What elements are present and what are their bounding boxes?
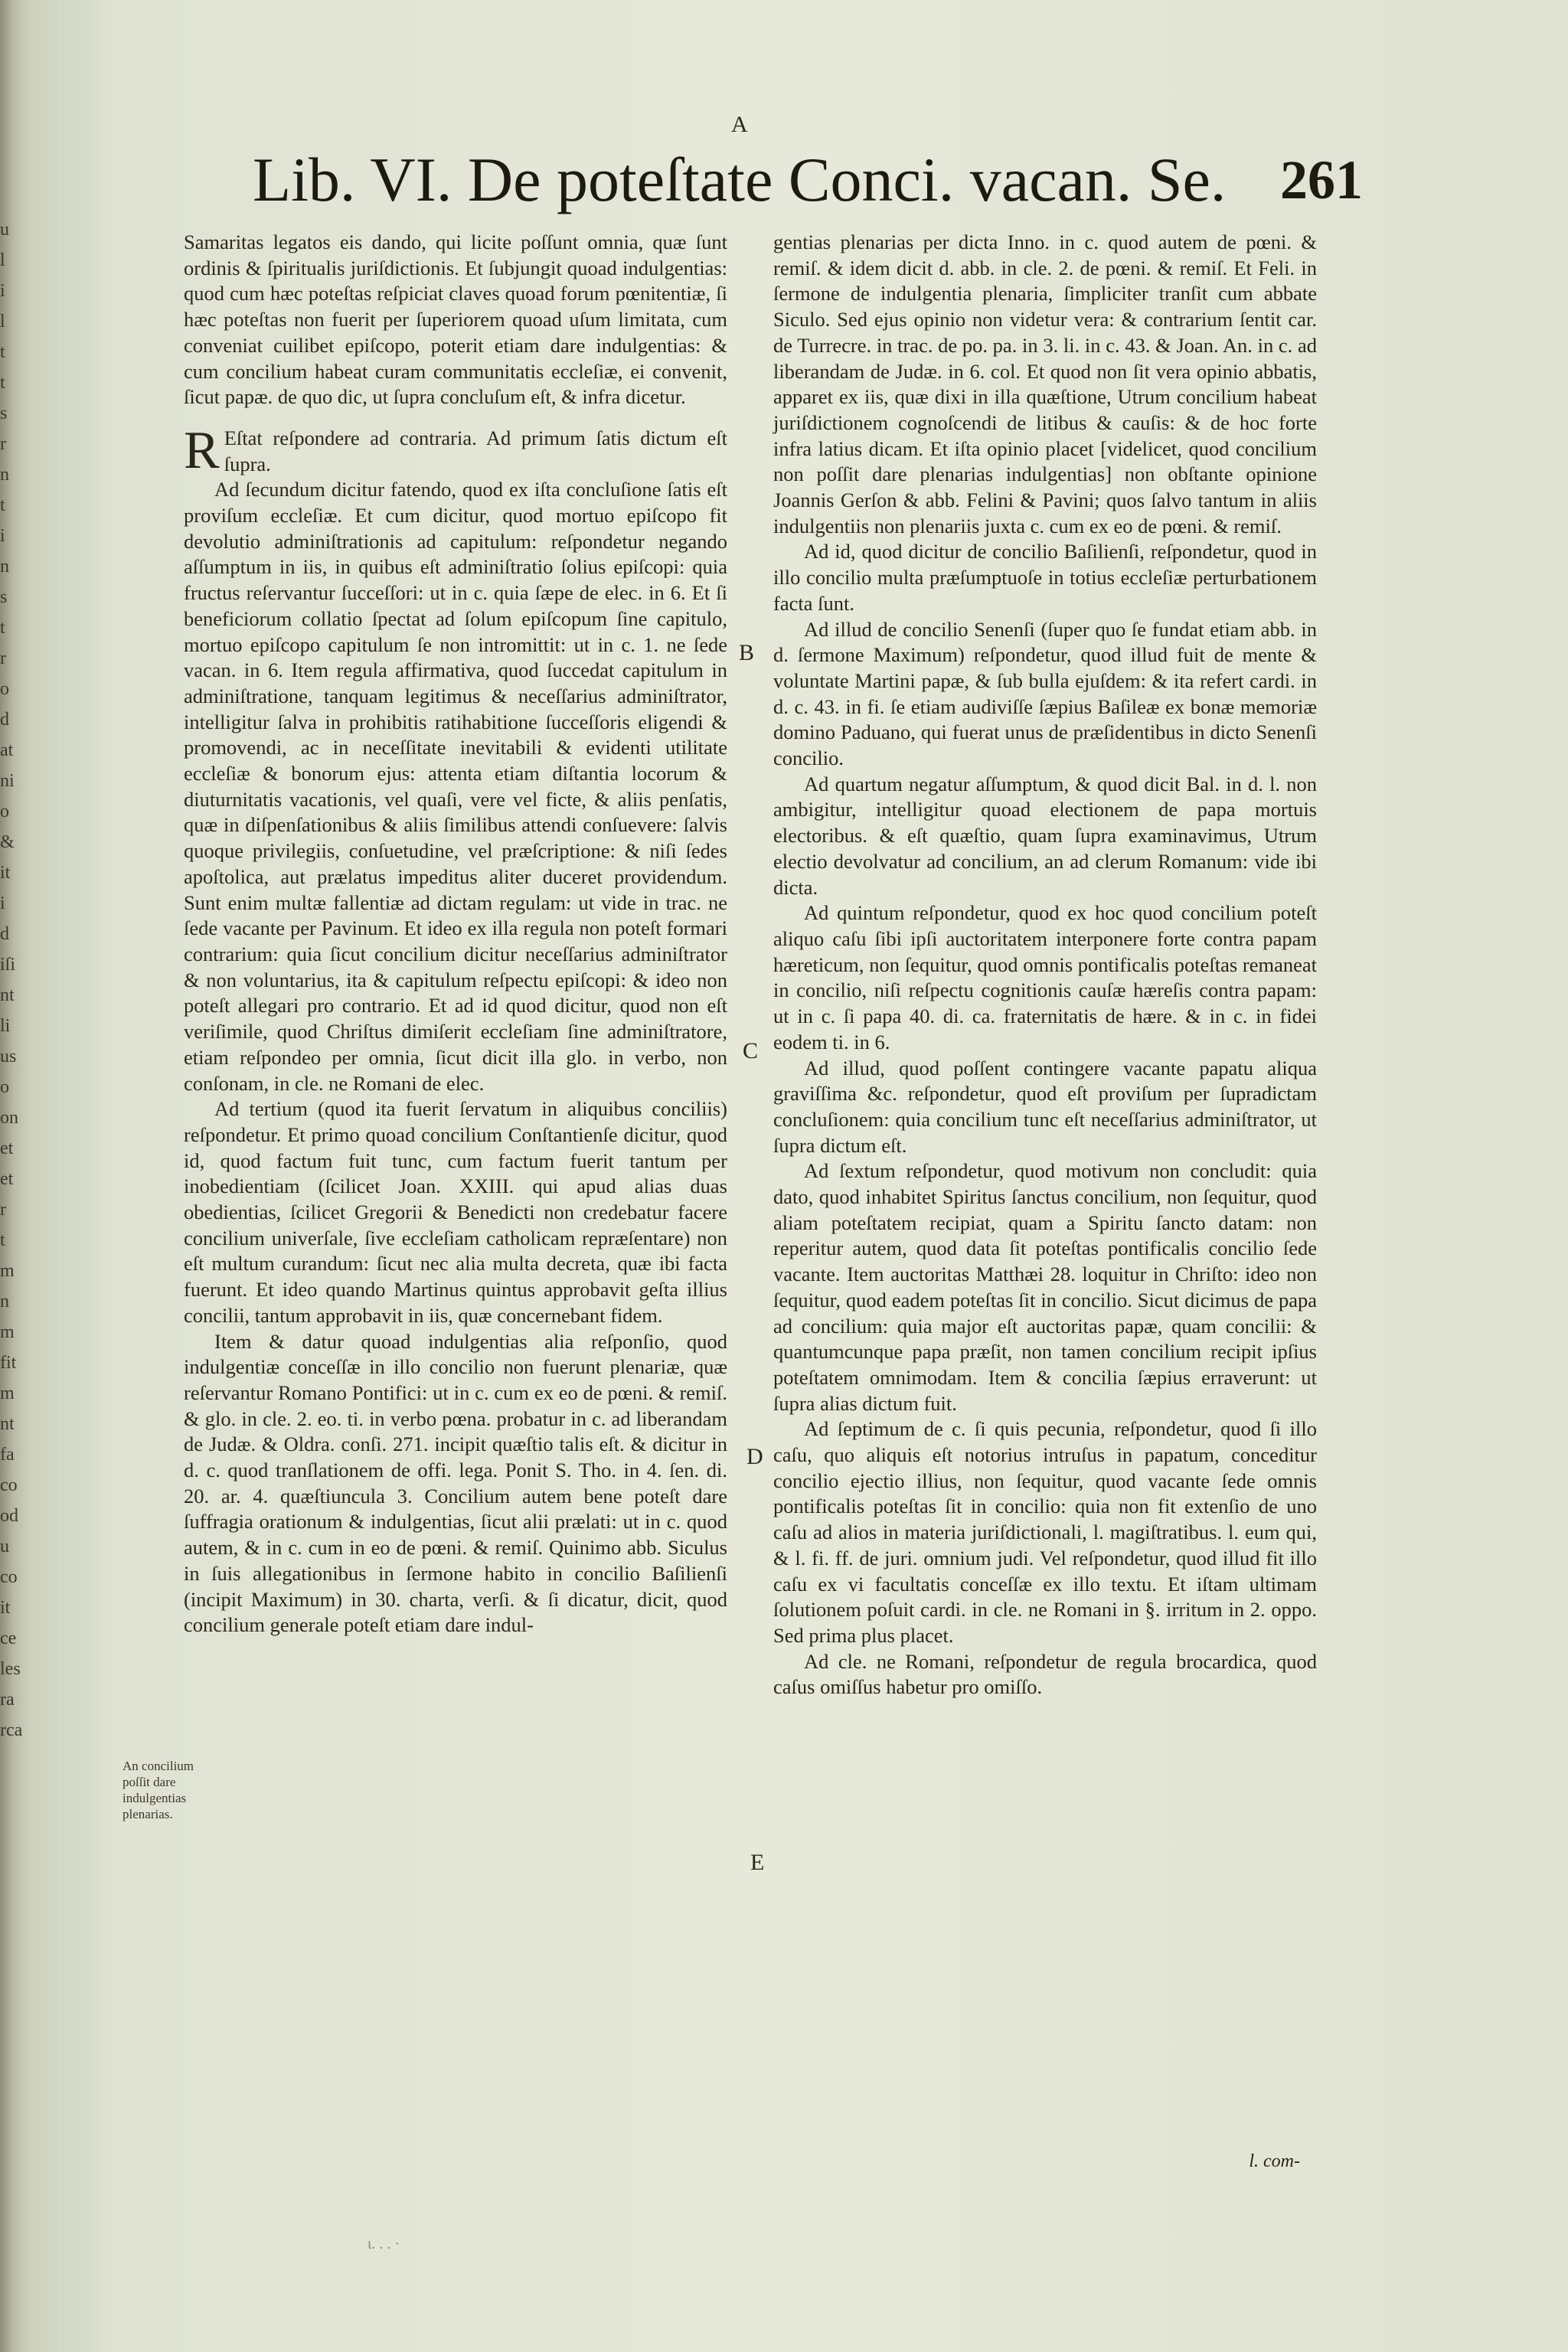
facing-page-fragment: t — [0, 495, 5, 515]
facing-page-fragment: i — [0, 893, 5, 913]
facing-page-fragment: us — [0, 1047, 17, 1067]
section-letter-a: A — [731, 112, 748, 137]
section-letter-e: E — [750, 1850, 765, 1875]
facing-page-fragment: o — [0, 679, 9, 699]
facing-page-fragments — [0, 214, 23, 1746]
facing-page-fragment: iſi — [0, 955, 16, 975]
paragraph: Ad quartum negatur aſſumptum, & quod dicit Bal. in d. l. non ambigitur, intelligitur quoad electionem de papa mortuis electoribus. & eſt quæſtio, quam ſupra examinavimus, Utrum electio devolvatur ad concilium, an ad clerum Romanum: vide ibi dicta. — [773, 772, 1317, 899]
facing-page-fragment: li — [0, 1016, 11, 1036]
facing-page-fragment: r — [0, 434, 6, 454]
facing-page-fragment: ra — [0, 1690, 15, 1710]
catchword: l. com- — [1249, 2151, 1300, 2171]
facing-page-fragment: fa — [0, 1445, 15, 1465]
paragraph: Ad quintum reſpondetur, quod ex hoc quod concilium poteſt aliquo caſu ſibi ipſi auctoritatem interponere forte contra papam hæreticum, non ſequitur, quod omnis pontificalis poteſtas remaneat in concilio, niſi reſpectu cognitionis cauſæ hæreſis contra papam: ut in c. ſi papa 40. di. ca. fraternitatis de hære. & in c. in fidei eodem ti. in 6. — [773, 901, 1317, 1054]
facing-page-fragment: i — [0, 526, 5, 546]
section-letter-c: C — [743, 1038, 759, 1063]
paragraph-text: Eſtat reſpondere ad contraria. Ad primum ſatis dictum eſt ſupra. — [224, 426, 727, 475]
facing-page-fragment: nt — [0, 1414, 15, 1434]
facing-page-fragment: m — [0, 1261, 15, 1281]
paragraph: Ad illud de concilio Senenſi (ſuper quo ſe fundat etiam abb. in d. ſermone Maximum) reſpondetur, quod illud fuit de mente & voluntate Martini papæ, & ſub bulla ejuſdem: & ita refert cardi. in d. c. 43. in fi. ſe etiam audiviſſe ſæpius Baſileæ ex bonæ memoriæ domino Paduano, qui fuerat unus de præſidentibus in dicto Senenſi concilio. — [773, 617, 1317, 770]
facing-page-fragment: it — [0, 863, 11, 883]
facing-page-fragment: o — [0, 1077, 9, 1097]
facing-page-fragment: n — [0, 557, 9, 577]
margin-note: An concilium poſſit dare indulgentias plenarias. — [122, 1759, 194, 1821]
facing-page-fragment: l — [0, 250, 5, 270]
paragraph: Samaritas legatos eis dando, qui licite poſſunt omnia, quæ ſunt ordinis & ſpiritualis juriſdictionis. Et ſubjungit quoad indulgentias: quod cum hæc poteſtas reſpiciat claves quoad forum pœnitentiæ, ſi hæc poteſtas non fuerit per ſuperiorem quoad uſum limitata, cum conveniat cuilibet epiſcopo, poterit etiam dare indulgentias: & cum concilium habeat curam communitatis eccleſiæ, ei convenit, ſicut papæ. de quo dic, ut ſupra concluſum eſt, & infra dicetur. — [184, 230, 727, 409]
paragraph: gentias plenarias per dicta Inno. in c. quod autem de pœni. & remiſ. & idem dicit d. abb. in cle. 2. de pœni. & remiſ. Et Feli. in ſermone de indulgentia plenaria, ſimpliciter tranſit cum abbate Siculo. Sed ejus opinio non videtur vera: & contrarium ſentit car. de Turrecre. in trac. de po. pa. in 3. li. in c. 43. & Joan. An. in c. ad liberandam de Judæ. in 6. col. Et quod non ſit vera opinio abbatis, apparet ex iis, quæ dixi in illa quæſtione, Utrum concilium habeat juriſdictionem cognoſcendi de litibus & cauſis: & de hoc forte infra latius dicam. Et iſta opinio placet [videlicet, quod concilium non poſſit dare plenarias indulgentias] non obſtante opinione Joannis Gerſon & abb. Felini & Pavini; quos ſalvo tantum in aliis indulgentiis non plenariis juxta c. cum ex eo de pœni. & remiſ. — [773, 230, 1317, 537]
page-number: 261 — [1280, 149, 1363, 211]
facing-page-fragment: o — [0, 802, 9, 822]
left-column — [184, 230, 727, 1638]
facing-page-fragment: m — [0, 1322, 15, 1342]
paragraph: Ad cle. ne Romani, reſpondetur de regula brocardica, quod caſus omiſſus habetur pro omiſſo. — [773, 1649, 1317, 1699]
paragraph: Ad id, quod dicitur de concilio Baſilienſi, reſpondetur, quod in illo concilio multa præſumptuoſe in totius eccleſiæ perturbationem facta ſunt. — [773, 540, 1317, 615]
facing-page-fragment: r — [0, 648, 6, 668]
paragraph: Item & datur quoad indulgentias alia reſponſio, quod indulgentiæ conceſſæ in illo concilio non fuerunt plenariæ, quæ reſervantur Romano Pontifici: ut in c. cum ex eo de pœni. & remiſ. & glo. in cle. 2. eo. ti. in verbo pœna. probatur in c. ad liberandam de Judæ. & Oldra. conſi. 271. incipit quæſtio talis eſt. & dicitur in d. c. quod tranſlationem de offi. lega. Ponit S. Tho. in 4. ſen. di. 20. ar. 4. quæſtiuncula 3. Concilium autem bene poteſt dare ſuffragia orationum & indulgentias, ſicut alii prælati: ut in c. quod autem, & in c. cum in eo de pœni. & remiſ. Quinimo abb. Siculus in ſuis allegationibus in ſermone habito in concilio Baſilienſi (incipit Maximum) in 30. charta, verſi. & ſi dicatur, dicit, quod concilium generale poteſt etiam dare indul- — [184, 1329, 727, 1637]
facing-page-fragment: d — [0, 710, 9, 730]
facing-page-fragment: r — [0, 1200, 6, 1220]
facing-page-fragment: t — [0, 1230, 5, 1250]
paragraph: Ad ſeptimum de c. ſi quis pecunia, reſpondetur, quod ſi illo caſu, quo aliquis eſt notorius intruſus in papatum, conceditur concilio ejectio illius, non ſequitur, quod vacante ſede omnis pontificalis poteſtas ſit in concilio: quia non fit extenſio de uno caſu ad alios in materia juriſdictionali, l. magiſtratibus. l. eum qui, & l. fi. ff. de juri. omnium judi. Vel reſpondetur, quod illud fit illo caſu ex vi facultatis conceſſæ ex illo textu. Et iſtam ultimam ſolutionem poſuit cardi. in cle. ne Romani in §. irritum in 2. oppo. Sed prima plus placet. — [773, 1417, 1317, 1647]
facing-page-fragment: fit — [0, 1353, 17, 1373]
facing-page-fragment: & — [0, 832, 15, 852]
facing-page-fragment: on — [0, 1108, 18, 1128]
facing-page-fragment: d — [0, 924, 9, 944]
facing-page-fragment: s — [0, 403, 8, 423]
facing-page-fragment: n — [0, 1292, 9, 1312]
paragraph: Ad ſecundum dicitur fatendo, quod ex iſta concluſione ſatis eſt proviſum eccleſiæ. Et cum dicitur, quod mortuo epiſcopo fit devolutio adminiſtrationis ad capitulum: reſpondetur negando aſſumptum in iis, in quibus eſt adminiſtratio ſolius epiſcopi: quia fructus reſervantur ſucceſſori: ut in c. quia ſæpe de elec. in 6. Et ſi beneficiorum collatio ſpectat ad ſolum epiſcopum ſine capitulo, mortuo epiſcopo capitulum ſe non intromittit: ut in c. 1. ne ſede vacan. in 6. Item regula affirmativa, quod ſuccedat capitulum in adminiſtratione, tanquam legitimus & neceſſarius adminiſtrator, intelligitur ſalva in prohibitis ratihabitione ſucceſſoris eligendi & promovendi, ac in neceſſitate inevitabili & evidenti utilitate eccleſiæ & bonorum ejus: attenta etiam diſtantia locorum & diuturnitatis vacationis, vel quaſi, vere vel ficte, & aliis penſatis, quæ in diſpenſationibus & aliis ſimilibus attendi conſuevere: ſalvis quoque privilegiis, conſuetudine, vel præſcriptione: & niſi ſedes apoſtolica, aut prælatus impeditus aliter duceret providendum. Sunt enim multæ fallentiæ ad dictam regulam: ut vide in trac. ne ſede vacante per Pavinum. Et ideo ex illa regula non poteſt formari contrarium: quia ſicut concilium dicitur neceſſarius adminiſtrator & non voluntarius, ita & capitulum reſpectu epiſcopi: & ideo non poteſt allegari pro contrario. Et ad id quod dicitur, quod non eſt veriſimile, quod Chriſtus dimiſerit eccleſiam ſine adminiſtratore, etiam reſpondeo per omnia, ſicut dicit illa glo. in verbo, non conſonam, in cle. ne Romani de elec. — [184, 478, 727, 1095]
facing-page-fragment: od — [0, 1506, 18, 1526]
drop-cap: R — [184, 420, 220, 480]
paragraph: Ad illud, quod poſſent contingere vacante papatu aliqua graviſſima &c. reſpondetur, quod eſt proviſum per ſupradictam concluſionem: quia concilium tunc eſt neceſſarius adminiſtrator, ut ſupra dictum eſt. — [773, 1056, 1317, 1157]
paragraph: Ad tertium (quod ita fuerit ſervatum in aliquibus conciliis) reſpondetur. Et primo quoad concilium Conſtantienſe dicitur, quod id, quod factum fuit tunc, cum factum fuerit tantum per inobedientiam (ſcilicet Joan. XXIII. qui apud alias duas obedientias, ſcilicet Gregorii & Benedicti non credebatur facere concilium univerſale, ſive eccleſiam catholicam repræſentare) non eſt multum curandum: ſicut nec alia multa decreta, quæ ibi facta fuerunt. Et ideo quando Martinus quintus approbavit geſta illius concilii, tantum approbavit in iis, quæ concernebant fidem. — [184, 1097, 727, 1327]
facing-page-fragment: s — [0, 587, 8, 607]
running-header — [253, 145, 1363, 214]
section-letter-b: B — [739, 640, 755, 665]
section-letter-d: D — [746, 1444, 763, 1469]
facing-page-fragment: t — [0, 342, 5, 362]
facing-page-fragment: i — [0, 281, 5, 301]
facing-page-fragment: t — [0, 373, 5, 393]
facing-page-fragment: co — [0, 1475, 18, 1495]
paragraph: Ad ſextum reſpondetur, quod motivum non concludit: quia dato, quod inhabitet Spiritus ſanctus concilium, non ſequitur, quod aliam poteſtatem recipiat, quam a Spiritu ſancto datam: non reperitur autem, quod data ſit poteſtas pontificalis concilio ſede vacante. Item auctoritas Matthæi 28. loquitur in Chriſto: ideo non ſequitur, quod eadem poteſtas ſit in concilio. Sicut dicimus de papa ad concilium: quia major eſt auctoritas papæ, quam concilii: & quantumcunque papa præſit, non tamen concilium recipit ipſius poteſtatem omnimodam. Item & concilia ſæpius erraverunt: ut ſupra alias dictum fuit. — [773, 1159, 1317, 1415]
book-page — [31, 0, 1568, 2352]
facing-page-fragment: t — [0, 618, 5, 638]
right-column — [773, 230, 1317, 1700]
facing-page-fragment: co — [0, 1567, 18, 1587]
facing-page-fragment: rca — [0, 1720, 23, 1740]
facing-page-fragment: l — [0, 312, 5, 332]
facing-page-fragment: m — [0, 1383, 15, 1403]
facing-page-fragment: et — [0, 1138, 14, 1158]
facing-page-fragment: n — [0, 465, 9, 485]
facing-page-fragment: les — [0, 1659, 21, 1679]
ink-smudge: ι. . . · — [368, 2236, 400, 2252]
facing-page-fragment: it — [0, 1598, 11, 1618]
facing-page-fragment: at — [0, 740, 14, 760]
facing-page-fragment: u — [0, 220, 9, 240]
facing-page-fragment: ce — [0, 1628, 17, 1648]
facing-page-fragment: u — [0, 1537, 9, 1557]
paragraph-with-dropcap — [184, 420, 727, 480]
facing-page-fragment: ni — [0, 771, 15, 791]
facing-page-fragment: et — [0, 1169, 14, 1189]
facing-page-fragment: nt — [0, 985, 15, 1005]
running-title: Lib. VI. De poteſtate Conci. vacan. Se. — [253, 145, 1227, 214]
